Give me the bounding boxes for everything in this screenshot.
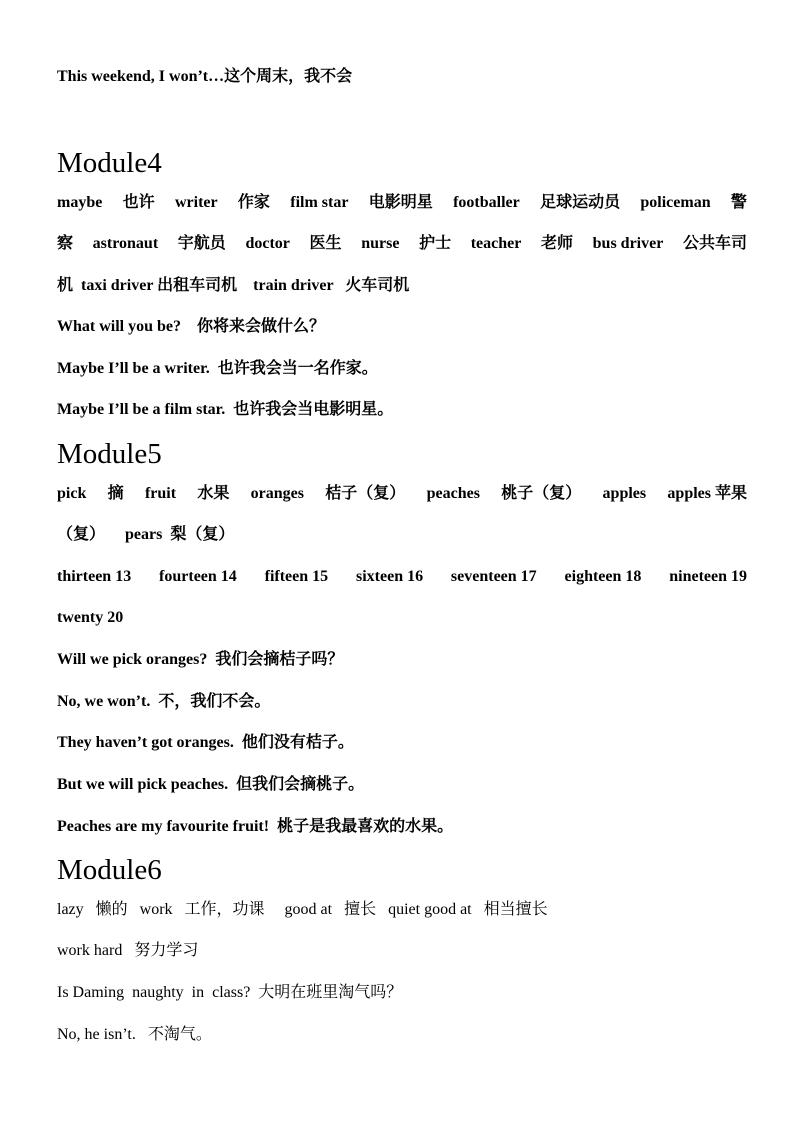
vocab-meaning: 护士 [419, 235, 452, 252]
number-word: thirteen 13 [57, 568, 132, 585]
module5-sentence: No, we won’t. 不，我们不会。 [57, 693, 271, 710]
vocab-word: policeman [640, 194, 711, 211]
vocab-word: apples [602, 485, 647, 502]
vocab-meaning: 老师 [541, 235, 574, 252]
vocab-meaning: 摘 [107, 485, 124, 502]
module5-sentence: But we will pick peaches. 但我们会摘桃子。 [57, 776, 365, 793]
vocab-meaning: 也许 [122, 194, 155, 211]
module5-heading: Module5 [57, 438, 162, 470]
number-word: eighteen 18 [564, 568, 642, 585]
vocab-word: peaches [426, 485, 480, 502]
vocab-word: apples 苹果 [667, 485, 747, 502]
module4-heading: Module4 [57, 147, 162, 179]
module4-sentence: What will you be? 你将来会做什么？ [57, 318, 326, 335]
vocab-meaning: 电影明星 [368, 194, 433, 211]
module6-vocab-line: work hard 努力学习 [57, 942, 199, 959]
vocab-meaning: 桃子（复） [501, 485, 582, 502]
module4-vocab-row-2 [57, 233, 747, 255]
module5-sentence: Peaches are my favourite fruit! 桃子是我最喜欢的水果。 [57, 818, 454, 835]
intro-line: This weekend, I won’t…这个周末，我不会 [57, 68, 353, 85]
vocab-meaning: 水果 [197, 485, 230, 502]
number-word: nineteen 19 [669, 568, 747, 585]
module6-vocab-line: lazy 懒的 work 工作，功课 good at 擅长 quiet good at 相当擅长 [57, 901, 548, 918]
vocab-word: astronaut [92, 235, 159, 252]
number-word: seventeen 17 [450, 568, 537, 585]
module5-sentence: They haven’t got oranges. 他们没有桔子。 [57, 734, 354, 751]
module4-vocab-row-3: 机 taxi driver 出租车司机 train driver 火车司机 [57, 277, 410, 294]
module6-heading: Module6 [57, 854, 162, 886]
vocab-meaning: 警 [730, 194, 747, 211]
vocab-word: doctor [245, 235, 290, 252]
vocab-word: writer [174, 194, 218, 211]
vocab-meaning: 察 [57, 235, 74, 252]
number-word: sixteen 16 [355, 568, 424, 585]
vocab-word: pick [57, 485, 87, 502]
vocab-meaning: 作家 [237, 194, 270, 211]
module5-numbers-row-2: twenty 20 [57, 609, 124, 626]
module4-vocab-row-1 [57, 192, 747, 214]
module5-sentence: Will we pick oranges? 我们会摘桔子吗？ [57, 651, 344, 668]
vocab-meaning: 宇航员 [177, 235, 226, 252]
module4-sentence: Maybe I’ll be a film star. 也许我会当电影明星。 [57, 401, 394, 418]
module6-sentence: Is Daming naughty in class? 大明在班里淘气吗？ [57, 984, 403, 1001]
vocab-meaning: 医生 [309, 235, 342, 252]
vocab-word: film star [290, 194, 349, 211]
vocab-word: footballer [453, 194, 520, 211]
vocab-word: maybe [57, 194, 103, 211]
vocab-word: teacher [470, 235, 522, 252]
vocab-word: bus driver [592, 235, 664, 252]
module6-sentence: No, he isn’t. 不淘气。 [57, 1026, 212, 1043]
module4-sentence: Maybe I’ll be a writer. 也许我会当一名作家。 [57, 360, 378, 377]
module5-vocab-row-1 [57, 483, 747, 505]
vocab-meaning: 桔子（复） [325, 485, 406, 502]
vocab-word: nurse [361, 235, 400, 252]
number-word: fourteen 14 [159, 568, 237, 585]
vocab-meaning: 公共车司 [682, 235, 747, 252]
vocab-word: oranges [250, 485, 304, 502]
vocab-meaning: 足球运动员 [540, 194, 621, 211]
module5-vocab-row-2: （复） pears 梨（复） [57, 526, 235, 543]
module5-numbers-row-1 [57, 566, 747, 588]
vocab-word: fruit [144, 485, 177, 502]
number-word: fifteen 15 [264, 568, 329, 585]
